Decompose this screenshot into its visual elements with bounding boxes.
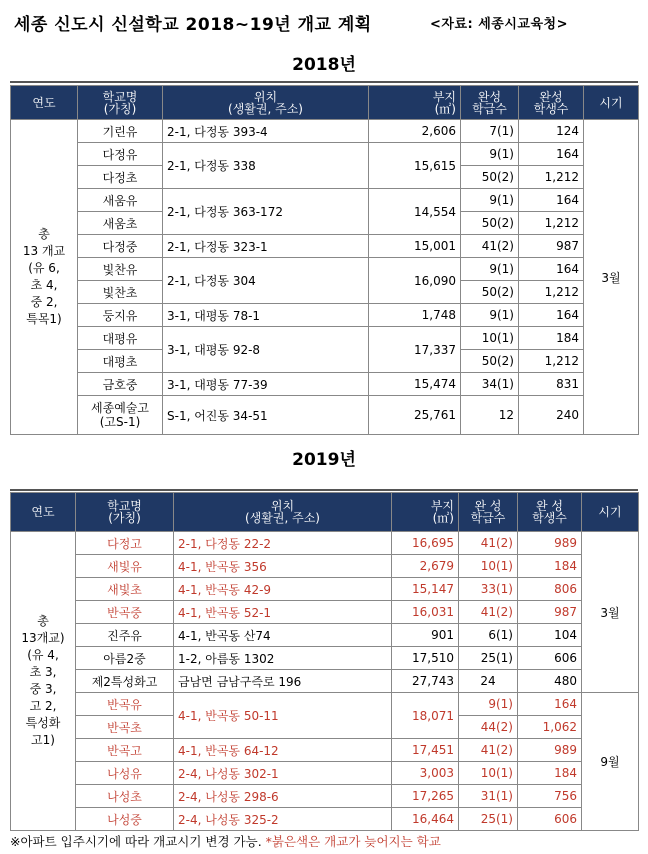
footnote-text: ※아파트 입주시기에 따라 개교시기 변경 가능. [10,834,266,849]
table-row [11,785,639,808]
table-row [11,555,639,578]
students: 1,212 [519,166,584,189]
table-row [11,601,639,624]
students: 606 [518,808,582,831]
area: 15,474 [369,373,461,396]
footnote-red-text: *붉은색은 개교가 늦어지는 학교 [265,834,441,849]
location: 4-1, 반곡동 356 [174,555,392,578]
school-name: 새움초 [78,212,163,235]
table-header [11,493,639,532]
area: 14,554 [369,189,461,235]
school-name: 진주유 [76,624,174,647]
classes: 9(1) [461,143,519,166]
area: 16,031 [392,601,459,624]
students: 184 [519,327,584,350]
school-name: 나성유 [76,762,174,785]
classes: 33(1) [459,578,518,601]
location: 2-4, 나성동 325-2 [174,808,392,831]
school-name: 새움유 [78,189,163,212]
students: 806 [518,578,582,601]
school-name: 둥지유 [78,304,163,327]
rule-2019 [10,489,638,491]
students: 989 [518,532,582,555]
classes: 10(1) [459,762,518,785]
school-name: 반곡중 [76,601,174,624]
col-year: 연도 [11,86,78,120]
location: 2-1, 다정동 338 [163,143,369,189]
col-classes: 완 성 학급수 [459,493,518,532]
table-row [11,624,639,647]
school-name: 반곡초 [76,716,174,739]
col-timing: 시기 [582,493,639,532]
col-location: 위치 (생활권, 주소) [174,493,392,532]
area: 16,090 [369,258,461,304]
footnote [10,832,441,850]
location: 3-1, 대평동 78-1 [163,304,369,327]
students: 164 [518,693,582,716]
location: 2-1, 다정동 22-2 [174,532,392,555]
col-timing: 시기 [584,86,639,120]
table-row [11,578,639,601]
school-name: 반곡고 [76,739,174,762]
classes: 50(2) [461,281,519,304]
location: 4-1, 반곡동 42-9 [174,578,392,601]
school-name: 새빛초 [76,578,174,601]
classes: 25(1) [459,808,518,831]
table-2018 [10,85,639,435]
location: 2-4, 나성동 302-1 [174,762,392,785]
timing-cell: 3월 [584,120,639,435]
students: 184 [518,555,582,578]
school-name: 금호중 [78,373,163,396]
location: 2-1, 다정동 393-4 [163,120,369,143]
area: 16,464 [392,808,459,831]
col-area: 부지 (㎡) [392,493,459,532]
area: 25,761 [369,396,461,435]
students: 1,212 [519,350,584,373]
school-name: 다정고 [76,532,174,555]
classes: 44(2) [459,716,518,739]
classes: 41(2) [461,235,519,258]
classes: 10(1) [459,555,518,578]
area: 15,615 [369,143,461,189]
rule-2018 [10,81,638,83]
table-row [11,258,639,281]
location: 2-1, 다정동 304 [163,258,369,304]
classes: 7(1) [461,120,519,143]
group-summary: 총 13 개교 (유 6, 초 4, 중 2, 특목1) [11,120,78,435]
location: 3-1, 대평동 77-39 [163,373,369,396]
table-row [11,739,639,762]
location: 4-1, 반곡동 64-12 [174,739,392,762]
area: 16,695 [392,532,459,555]
area: 18,071 [392,693,459,739]
school-name: 세종예술고 (고S-1) [78,396,163,435]
table-row [11,235,639,258]
page-title: 세종 신도시 신설학교 2018~19년 개교 계획 [14,15,372,35]
table-row [11,120,639,143]
classes: 31(1) [459,785,518,808]
students: 124 [519,120,584,143]
classes: 41(2) [459,532,518,555]
classes: 12 [461,396,519,435]
heading-2018: 2018년 [292,55,356,75]
school-name: 대평유 [78,327,163,350]
area: 2,679 [392,555,459,578]
location: 4-1, 반곡동 산74 [174,624,392,647]
table-row [11,647,639,670]
location: 2-4, 나성동 298-6 [174,785,392,808]
school-name: 기린유 [78,120,163,143]
area: 2,606 [369,120,461,143]
location: 2-1, 다정동 323-1 [163,235,369,258]
col-location: 위치 (생활권, 주소) [163,86,369,120]
classes: 6(1) [459,624,518,647]
area: 3,003 [392,762,459,785]
location: 3-1, 대평동 92-8 [163,327,369,373]
heading-2019: 2019년 [292,450,356,470]
classes: 50(2) [461,212,519,235]
classes: 41(2) [459,739,518,762]
school-name: 빛찬유 [78,258,163,281]
table-2019 [10,492,639,831]
school-name: 다정유 [78,143,163,166]
area: 15,147 [392,578,459,601]
students: 164 [519,189,584,212]
area: 901 [392,624,459,647]
table-row [11,808,639,831]
school-name: 아름2중 [76,647,174,670]
area: 27,743 [392,670,459,693]
table-row [11,532,639,555]
students: 756 [518,785,582,808]
students: 989 [518,739,582,762]
area: 1,748 [369,304,461,327]
students: 606 [518,647,582,670]
school-name: 대평초 [78,350,163,373]
area: 17,265 [392,785,459,808]
classes: 9(1) [461,258,519,281]
area: 17,510 [392,647,459,670]
school-name: 다정중 [78,235,163,258]
students: 1,062 [518,716,582,739]
table-row [11,327,639,350]
location: 1-2, 아름동 1302 [174,647,392,670]
table-row [11,189,639,212]
col-classes: 완성 학급수 [461,86,519,120]
col-students: 완 성 학생수 [518,493,582,532]
classes: 9(1) [461,189,519,212]
table-row [11,143,639,166]
students: 184 [518,762,582,785]
classes: 50(2) [461,350,519,373]
table-row [11,762,639,785]
students: 164 [519,304,584,327]
school-name: 나성초 [76,785,174,808]
school-name: 제2특성화고 [76,670,174,693]
location: 4-1, 반곡동 52-1 [174,601,392,624]
students: 987 [518,601,582,624]
col-school: 학교명 (가칭) [78,86,163,120]
col-school: 학교명 (가칭) [76,493,174,532]
classes: 41(2) [459,601,518,624]
school-name: 반곡유 [76,693,174,716]
school-name: 빛찬초 [78,281,163,304]
students: 1,212 [519,212,584,235]
table-row [11,373,639,396]
area: 17,337 [369,327,461,373]
students: 164 [519,143,584,166]
students: 480 [518,670,582,693]
classes: 9(1) [461,304,519,327]
students: 1,212 [519,281,584,304]
students: 240 [519,396,584,435]
col-year: 연도 [11,493,76,532]
location: 4-1, 반곡동 50-11 [174,693,392,739]
school-name: 새빛유 [76,555,174,578]
classes: 50(2) [461,166,519,189]
classes: 34(1) [461,373,519,396]
area: 15,001 [369,235,461,258]
area: 17,451 [392,739,459,762]
students: 987 [519,235,584,258]
source-label: <자료: 세종시교육청> [430,17,568,32]
students: 831 [519,373,584,396]
col-students: 완성 학생수 [519,86,584,120]
timing-march: 3월 [582,532,639,693]
table-row [11,396,639,435]
classes: 9(1) [459,693,518,716]
classes: 25(1) [459,647,518,670]
location: S-1, 어진동 34-51 [163,396,369,435]
classes: 10(1) [461,327,519,350]
classes: 24 [459,670,518,693]
table-row [11,670,639,693]
table-row [11,304,639,327]
students: 164 [519,258,584,281]
school-name: 다정초 [78,166,163,189]
table-header [11,86,639,120]
school-name: 나성중 [76,808,174,831]
location: 2-1, 다정동 363-172 [163,189,369,235]
location: 금남면 금남구즉로 196 [174,670,392,693]
timing-september: 9월 [582,693,639,831]
group-summary: 총 13개교) (유 4, 초 3, 중 3, 고 2, 특성화 고1) [11,532,76,831]
table-row [11,693,639,716]
col-area: 부지 (㎡) [369,86,461,120]
students: 104 [518,624,582,647]
